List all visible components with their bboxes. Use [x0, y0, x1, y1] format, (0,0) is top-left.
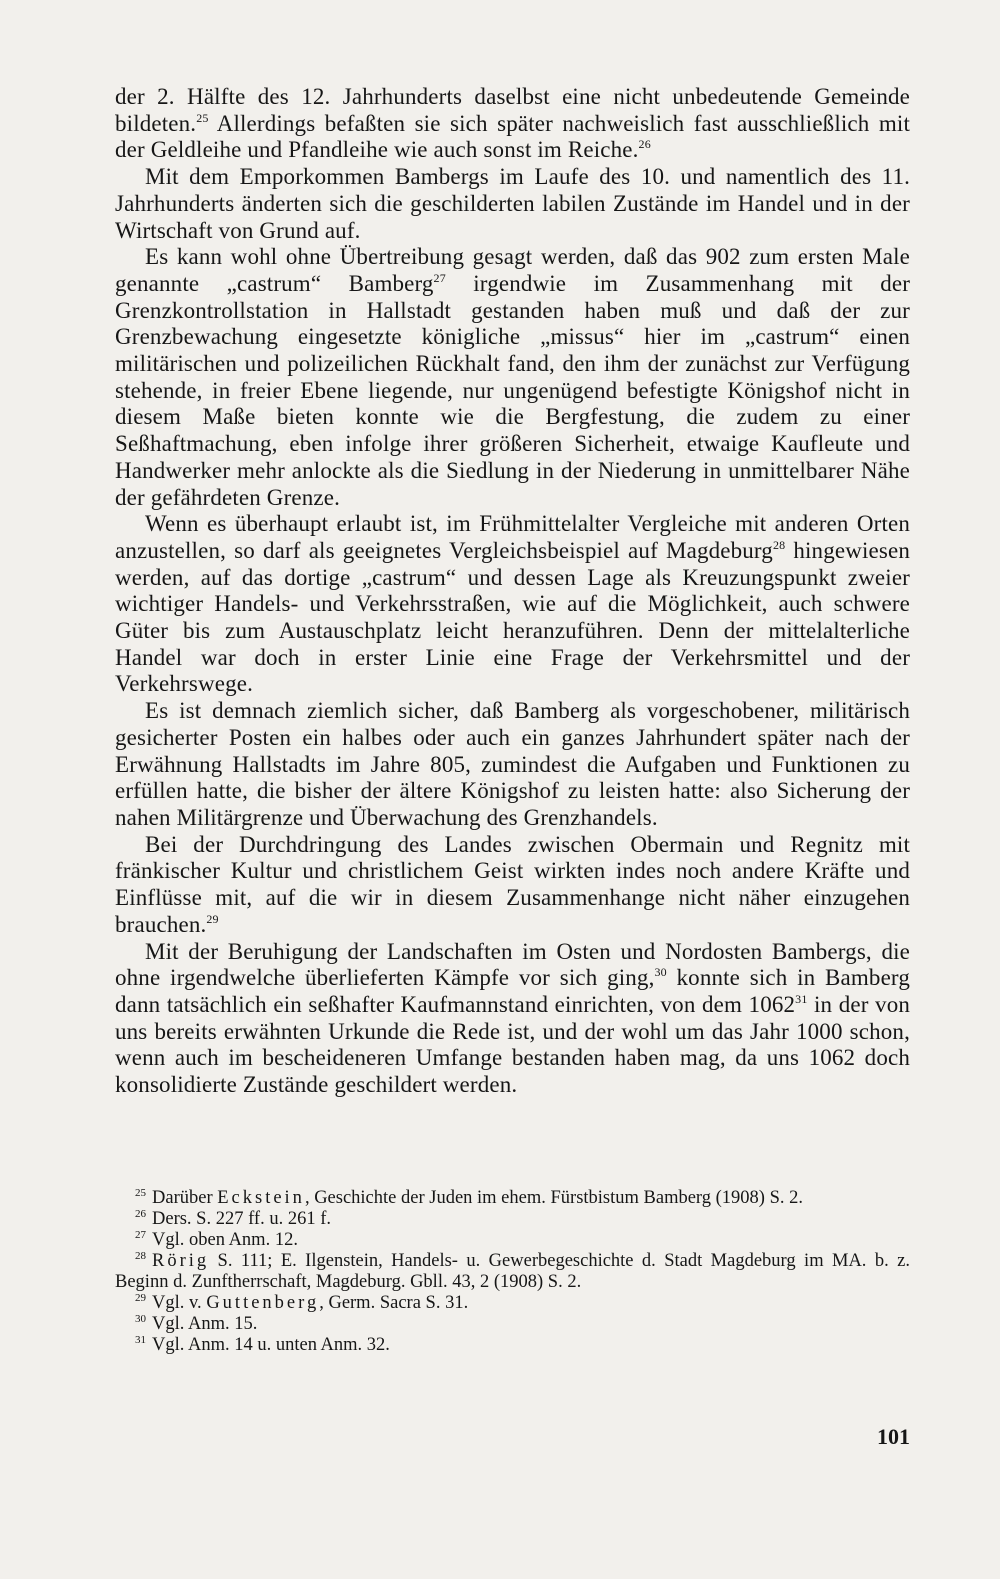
footnote-29: $^{29}$ Vgl. v. Guttenberg, Germ. Sacra S. 31. [135, 1292, 469, 1313]
paragraph-6: Bei der Durchdringung des Landes zwischen Obermain und Regnitz mit fränkischer Kultur und christlichem Geist wirkten indes noch andere Kräfte und Einflüsse mit, auf die wir in diesem Zusammenhange nicht näher einzugehen brauchen.$^{29}$ [115, 831, 910, 937]
footnote-30: $^{30}$ Vgl. Anm. 15. [135, 1313, 258, 1334]
paragraph-4: Wenn es überhaupt erlaubt ist, im Frühmittelalter Vergleiche mit anderen Orten anzustellen, so darf als geeignetes Vergleichsbeispiel auf Magdeburg$^{28}$ hingewiesen werden, auf das dortige „castrum“ und dessen Lage als Kreuzungspunkt zweier wichtiger Handels- und Verkehrsstraßen, wie auf die Möglichkeit, auch schwere Güter bis zum Austauschplatz leicht heranzuführen. Denn der mittelalterliche Handel war doch in erster Linie eine Frage der Verkehrsmittel und der Verkehrswege. [115, 511, 910, 697]
paragraph-1: der 2. Hälfte des 12. Jahrhunderts daselbst eine nicht unbedeutende Gemeinde bildeten.$^{25}$ Allerdings befaßten sie sich später nachweislich fast ausschließlich mit der Geldleihe und Pfandleihe wie auch sonst im Reiche.$^{26}$ [115, 84, 910, 163]
footnote-ref: 29 [206, 911, 219, 926]
footnote-ref: 30 [654, 965, 667, 980]
footnote-ref: 26 [638, 137, 651, 152]
footnote-ref: 31 [795, 991, 808, 1006]
footnote-ref: 27 [433, 270, 446, 285]
footnote-28: $^{28}$ Rörig S. 111; E. Ilgenstein, Handels- u. Gewerbegeschichte d. Stadt Magdeburg im MA. b. z. Beginn d. Zunftherrschaft, Magdeburg. Gbll. 43, 2 (1908) S. 2. [115, 1250, 910, 1292]
paragraph-7: Mit der Beruhigung der Landschaften im Osten und Nordosten Bambergs, die ohne irgendwelche überlieferten Kämpfe vor sich ging,$^{30}$ konnte sich in Bamberg dann tatsächlich ein seßhafter Kaufmannstand einrichten, von dem 1062$^{31}$ in der von uns bereits erwähnten Urkunde die Rede ist, und der wohl um das Jahr 1000 schon, wenn auch im bescheideneren Umfange bestanden haben mag, da uns 1062 doch konsolidierte Zustände geschildert werden. [115, 938, 910, 1098]
footnote-ref: 25 [196, 110, 209, 125]
footnote-ref: 28 [772, 537, 786, 552]
paragraph-3: Es kann wohl ohne Übertreibung gesagt werden, daß das 902 zum ersten Male genannte „castrum“ Bamberg$^{27}$ irgendwie im Zusammenhang mit der Grenzkontrollstation in Hallstadt gestanden haben muß und daß der zur Grenzbewachung eingesetzte königliche „missus“ hier im „castrum“ einen militärischen und polizeilichen Rückhalt fand, den ihm der zunächst zur Verfügung stehende, in freier Ebene liegende, nur ungenügend befestigte Königshof nicht in diesem Maße bieten konnte wie die Bergfestung, die zudem zu einer Seßhaftmachung, eben infolge ihrer größeren Sicherheit, etwaige Kaufleute und Handwerker mehr anlockte als die Siedlung in der Niederung in unmittelbarer Nähe der gefährdeten Grenze. [115, 244, 911, 510]
footnotes [115, 1188, 910, 1356]
paragraph-5: Es ist demnach ziemlich sicher, daß Bamberg als vorgeschobener, militärisch gesicherter Posten ein halbes oder auch ein ganzes Jahrhundert später nach der Erwähnung Hallstadts im Jahre 805, zumindest die Aufgaben und Funktionen zu erfüllen hatte, die bisher der ältere Königshof zu leisten hatte: also Sicherung der nahen Militärgrenze und Überwachung des Grenzhandels. [115, 698, 910, 830]
footnote-25: $^{25}$ Darüber Eckstein, Geschichte der Juden im ehem. Fürstbistum Bamberg (1908) S. 2. [135, 1187, 803, 1208]
footnote-31: $^{31}$ Vgl. Anm. 14 u. unten Anm. 32. [135, 1334, 390, 1355]
page-number: 101 [877, 1424, 910, 1449]
body-text [115, 84, 910, 1099]
footnote-27: $^{27}$ Vgl. oben Anm. 12. [135, 1229, 298, 1250]
paragraph-2: Mit dem Emporkommen Bambergs im Laufe des 10. und namentlich des 11. Jahrhunderts änderten sich die geschilderten labilen Zustände im Handel und in der Wirtschaft von Grund auf. [115, 164, 910, 243]
footnote-26: $^{26}$ Ders. S. 227 ff. u. 261 f. [135, 1208, 331, 1229]
